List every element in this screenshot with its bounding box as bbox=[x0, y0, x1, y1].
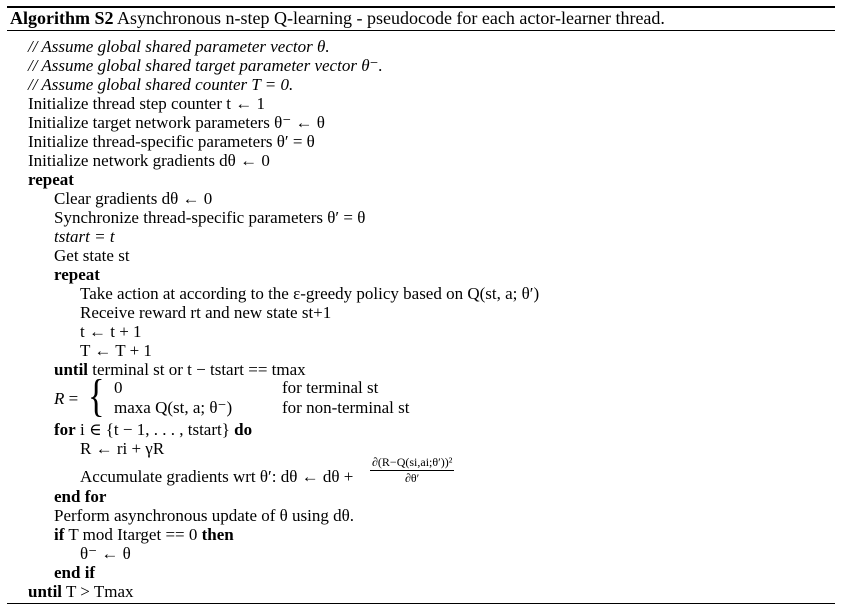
bottom-rule bbox=[7, 603, 835, 604]
r-case-condition: for non-terminal st bbox=[282, 398, 410, 417]
code-line: R ← ri + γR bbox=[80, 439, 165, 458]
r-assign: R = bbox=[54, 389, 79, 408]
code-line: Initialize thread-specific parameters θ′ = θ bbox=[28, 132, 315, 151]
code-line: Initialize network gradients dθ ← 0 bbox=[28, 151, 270, 170]
for-range: i ∈ {t − 1, . . . , tstart} bbox=[79, 420, 230, 439]
keyword-then: then bbox=[201, 525, 234, 544]
if-condition: T mod Itarget == 0 bbox=[68, 525, 198, 544]
comment-text: // Assume global shared counter T = 0. bbox=[28, 75, 294, 94]
keyword-repeat: repeat bbox=[54, 265, 100, 284]
keyword-do: do bbox=[234, 420, 253, 439]
keyword-until: until bbox=[28, 582, 63, 601]
header-rule bbox=[7, 30, 835, 31]
code-line: Receive reward rt and new state st+1 bbox=[80, 303, 332, 322]
fraction-denominator: ∂θ′ bbox=[405, 471, 420, 485]
comment-line bbox=[28, 56, 383, 75]
code-line: Take action at according to the ε-greedy policy based on Q(st, a; θ′) bbox=[80, 284, 540, 303]
r-case-condition: for terminal st bbox=[282, 378, 379, 397]
comment-line bbox=[28, 37, 330, 56]
algorithm-title: Asynchronous n-step Q-learning - pseudocode for each actor-learner thread. bbox=[117, 8, 665, 28]
keyword-end-if: end if bbox=[54, 563, 96, 582]
comment-text: // Assume global shared target parameter vector θ⁻. bbox=[28, 56, 383, 75]
gradient-fraction bbox=[370, 455, 454, 486]
r-case-value: maxa Q(st, a; θ⁻) bbox=[114, 398, 233, 417]
keyword-if: if bbox=[54, 525, 65, 544]
code-line: Accumulate gradients wrt θ′: dθ ← dθ + bbox=[80, 467, 354, 486]
keyword-until: until bbox=[54, 360, 89, 379]
comment-text: // Assume global shared parameter vector θ. bbox=[28, 37, 330, 56]
keyword-repeat: repeat bbox=[28, 170, 74, 189]
left-brace: { bbox=[88, 370, 105, 421]
code-line: tstart = t bbox=[54, 227, 115, 246]
code-line: Clear gradients dθ ← 0 bbox=[54, 189, 213, 208]
code-line: Get state st bbox=[54, 246, 130, 265]
code-line: Initialize target network parameters θ⁻ ← θ bbox=[28, 113, 325, 132]
if-line bbox=[54, 525, 234, 544]
comment-line bbox=[28, 75, 293, 94]
r-case-value: 0 bbox=[114, 378, 123, 397]
until-line bbox=[28, 582, 134, 601]
until-condition: T > Tmax bbox=[65, 582, 134, 601]
algorithm-label: Algorithm S2 bbox=[10, 8, 114, 28]
code-line: T ← T + 1 bbox=[80, 341, 152, 360]
for-line bbox=[54, 420, 252, 439]
fraction-numerator: ∂(R−Q(si,ai;θ′))² bbox=[372, 455, 453, 469]
code-line: Perform asynchronous update of θ using dθ. bbox=[54, 506, 355, 525]
algorithm-caption bbox=[10, 9, 665, 28]
keyword-for: for bbox=[54, 420, 76, 439]
until-condition: terminal st or t − tstart == tmax bbox=[92, 360, 306, 379]
code-line: θ⁻ ← θ bbox=[80, 544, 131, 563]
code-line: t ← t + 1 bbox=[80, 322, 142, 341]
code-line: Initialize thread step counter t ← 1 bbox=[28, 94, 265, 113]
keyword-end-for: end for bbox=[54, 487, 107, 506]
code-line: Synchronize thread-specific parameters θ′ = θ bbox=[54, 208, 366, 227]
